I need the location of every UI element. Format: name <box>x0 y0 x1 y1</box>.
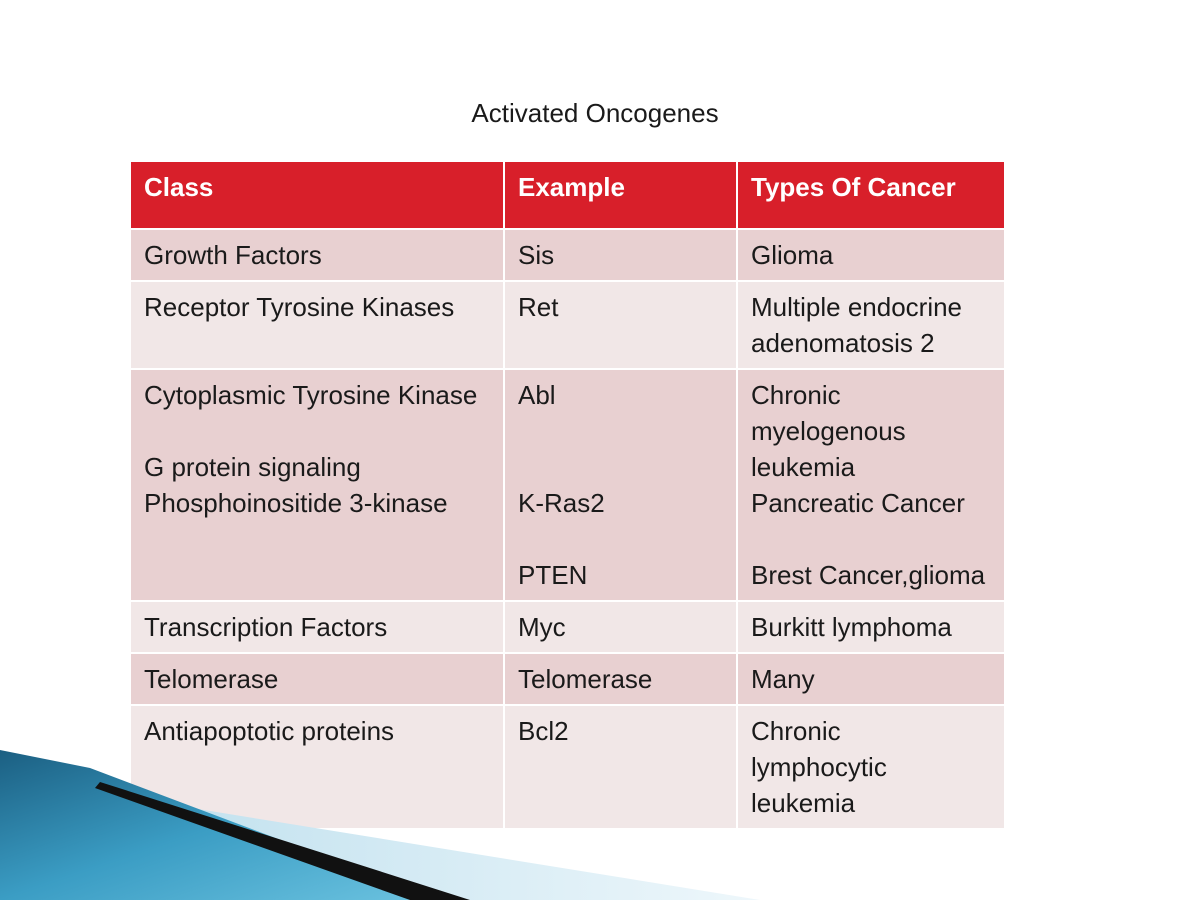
cell-class: Telomerase <box>130 653 504 705</box>
cell-line: myelogenous <box>751 416 906 446</box>
table-row <box>130 369 1005 601</box>
cell-line: Chronic <box>751 716 841 746</box>
cell-example: Myc <box>504 601 737 653</box>
cell-line: Brest Cancer,glioma <box>751 560 986 590</box>
table-row <box>130 281 1005 369</box>
corner-swoosh-decoration <box>0 750 760 900</box>
cell-line: Phosphoinositide 3-kinase <box>144 488 448 518</box>
cell-cancer: Burkitt lymphoma <box>737 601 1005 653</box>
cell-cancer <box>737 369 1005 601</box>
cell-spacer <box>144 413 491 449</box>
cell-example: Ret <box>504 281 737 369</box>
cell-line: Abl <box>518 380 556 410</box>
cell-line: K-Ras2 <box>518 488 605 518</box>
cell-line: G protein signaling <box>144 452 361 482</box>
cell-line: PTEN <box>518 560 588 590</box>
table-row <box>130 229 1005 281</box>
header-types-of-cancer: Types Of Cancer <box>737 161 1005 229</box>
cell-cancer <box>737 705 1005 829</box>
cell-example <box>504 369 737 601</box>
cell-example: Bcl2 <box>504 705 737 829</box>
cell-line: Multiple endocrine <box>751 292 963 322</box>
cell-line: leukemia <box>751 788 856 818</box>
cell-spacer <box>751 521 992 557</box>
cell-class <box>130 369 504 601</box>
cell-line: Cytoplasmic Tyrosine Kinase <box>144 380 478 410</box>
cell-spacer <box>518 413 724 449</box>
oncogenes-table <box>129 160 1006 830</box>
cell-line: leukemia <box>751 452 856 482</box>
header-example: Example <box>504 161 737 229</box>
table-row <box>130 653 1005 705</box>
cell-line: Chronic <box>751 380 841 410</box>
cell-line: lymphocytic <box>751 752 887 782</box>
cell-cancer <box>737 281 1005 369</box>
cell-cancer: Many <box>737 653 1005 705</box>
cell-spacer <box>518 521 724 557</box>
cell-cancer: Glioma <box>737 229 1005 281</box>
table-row <box>130 601 1005 653</box>
cell-line: adenomatosis 2 <box>751 328 935 358</box>
cell-class: Receptor Tyrosine Kinases <box>130 281 504 369</box>
table-header-row <box>130 161 1005 229</box>
cell-class: Transcription Factors <box>130 601 504 653</box>
header-class: Class <box>130 161 504 229</box>
cell-spacer <box>518 449 724 485</box>
cell-line: Pancreatic Cancer <box>751 488 965 518</box>
cell-class: Growth Factors <box>130 229 504 281</box>
cell-example: Sis <box>504 229 737 281</box>
cell-example: Telomerase <box>504 653 737 705</box>
slide-title: Activated Oncogenes <box>471 98 719 128</box>
cell-class: Antiapoptotic proteins <box>130 705 504 829</box>
